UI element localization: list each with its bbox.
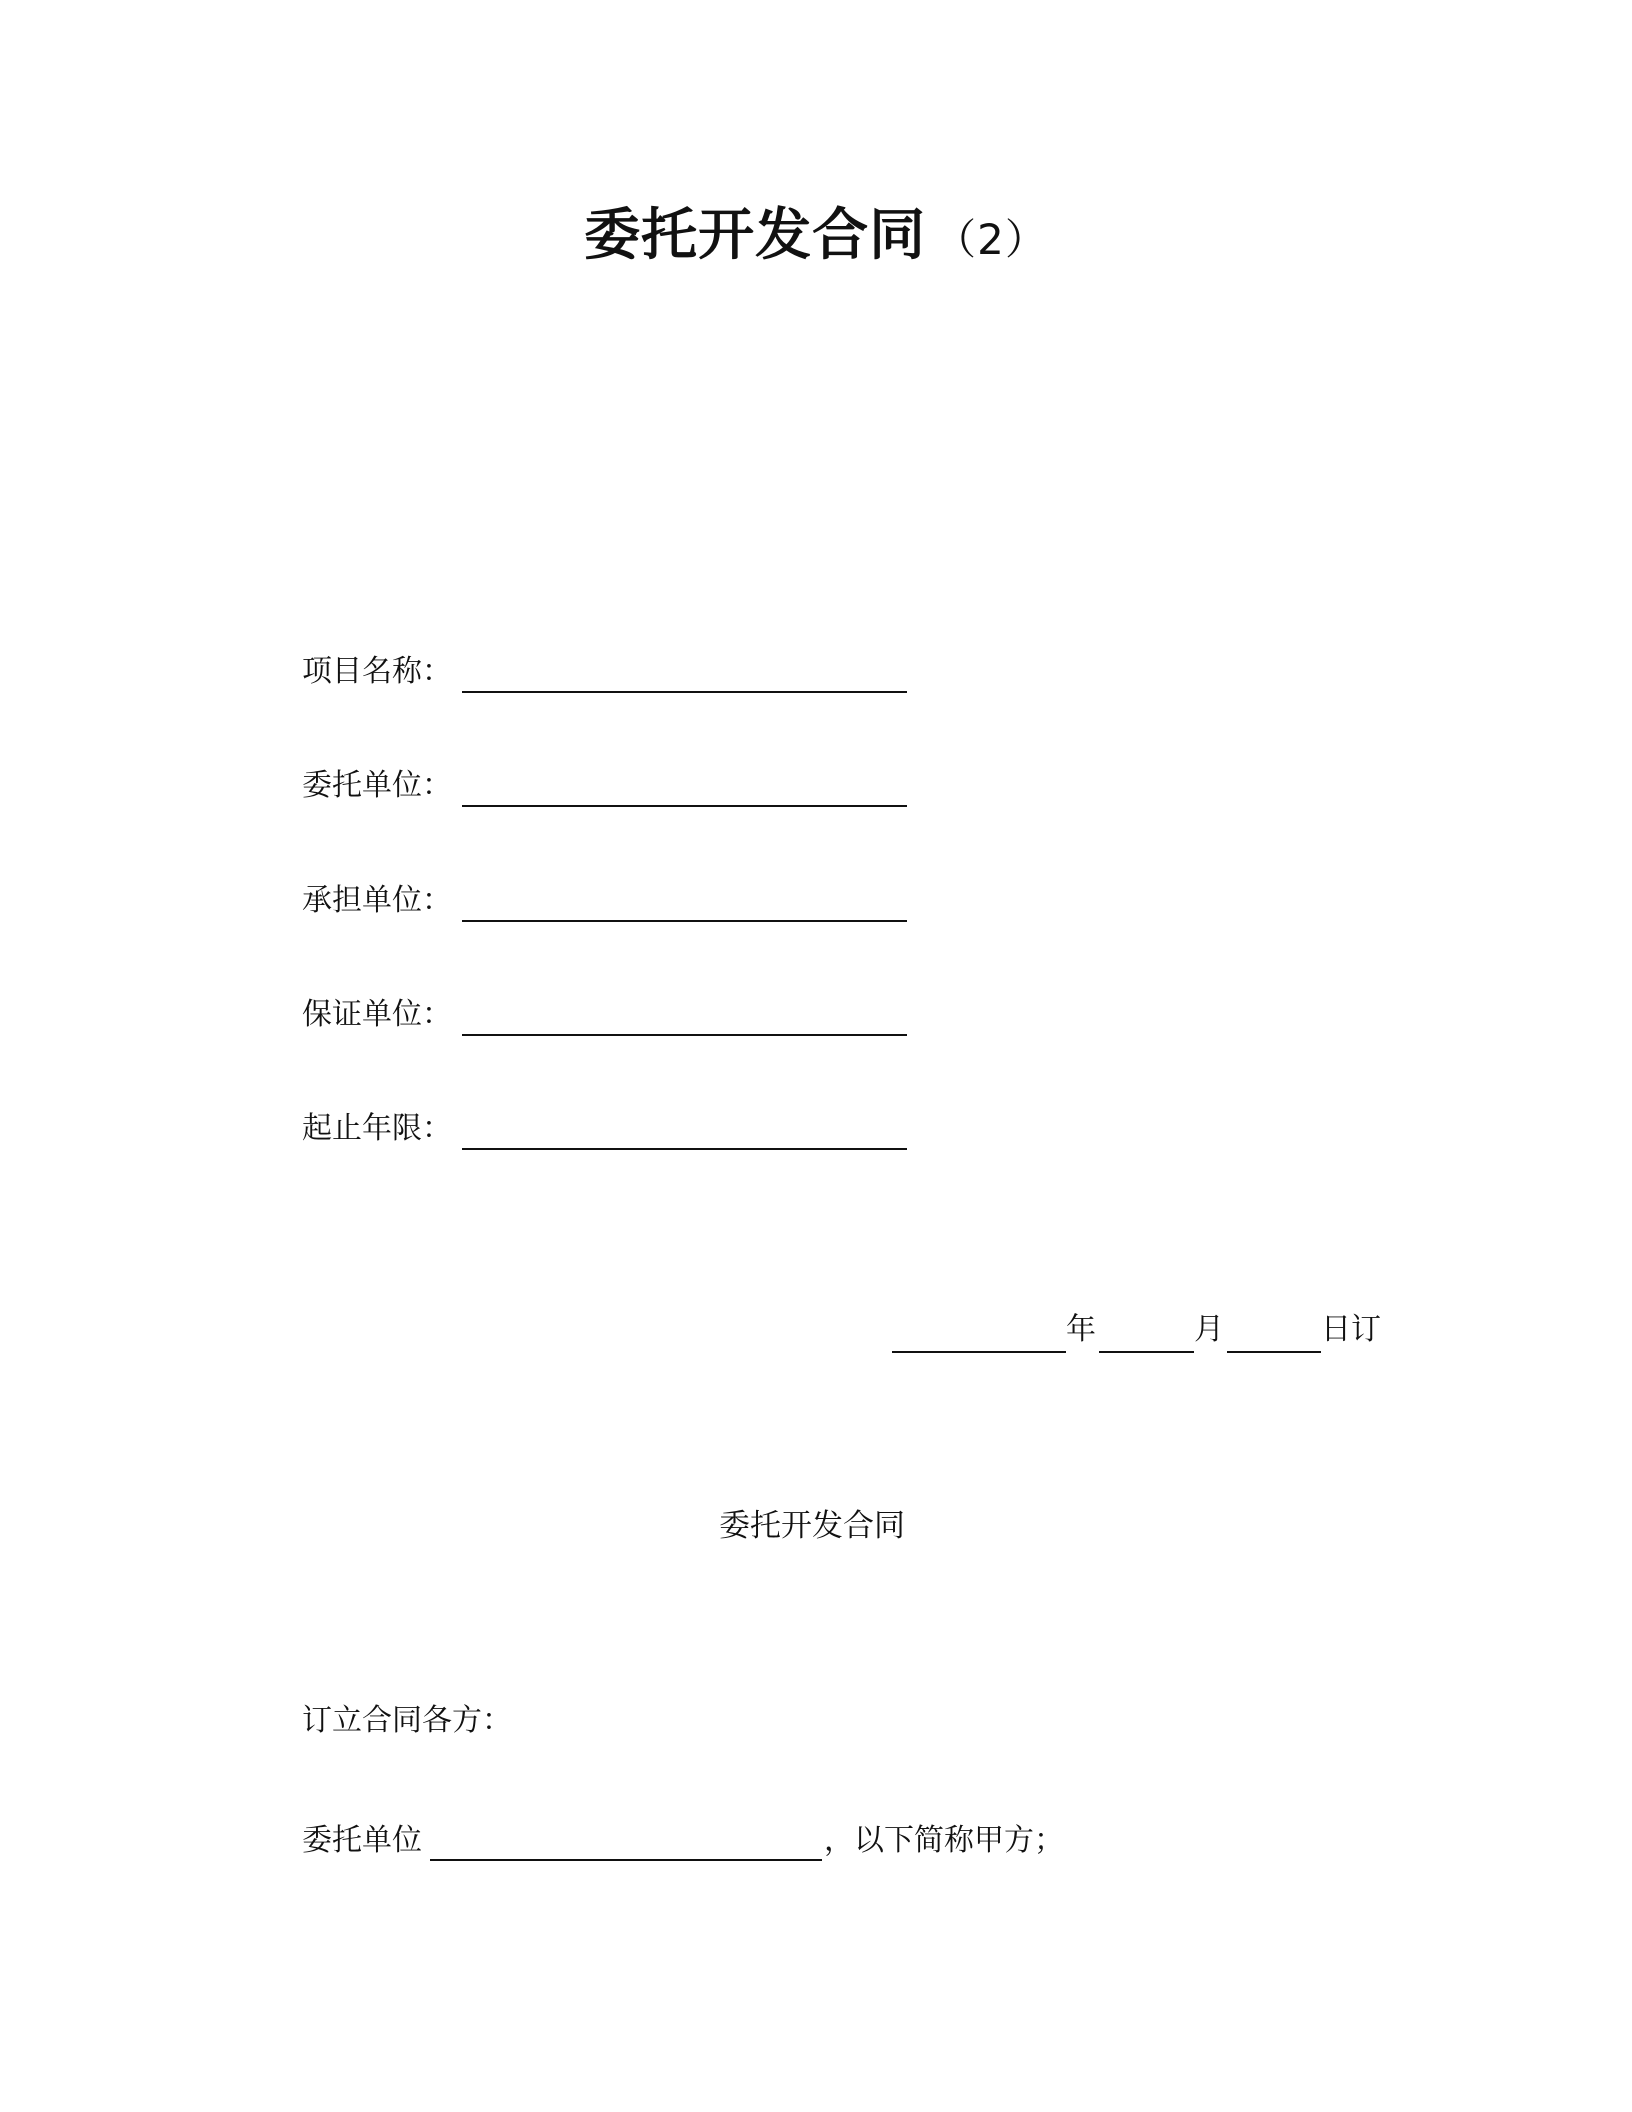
- month-blank-line: [1099, 1351, 1194, 1353]
- month-label: 月: [1194, 1312, 1224, 1347]
- project-name-blank-line: [462, 691, 907, 693]
- undertaking-unit-row: [302, 875, 922, 931]
- principal-unit-label: 委托单位：: [302, 768, 452, 803]
- principal-party-blank-line: [430, 1859, 822, 1861]
- guarantor-unit-label: 保证单位：: [302, 997, 452, 1032]
- year-blank-line: [892, 1351, 1066, 1353]
- principal-unit-blank-line: [462, 805, 907, 807]
- document-title: [0, 196, 1632, 280]
- undertaking-unit-blank-line: [462, 920, 907, 922]
- principal-party-suffix: ，以下简称甲方；: [824, 1823, 1064, 1858]
- principal-party-row: [302, 1820, 1142, 1868]
- term-period-blank-line: [462, 1148, 907, 1150]
- contracting-parties-heading: 订立合同各方：: [302, 1703, 512, 1738]
- guarantor-unit-blank-line: [462, 1034, 907, 1036]
- project-name-label: 项目名称：: [302, 654, 452, 689]
- year-label: 年: [1066, 1312, 1096, 1347]
- document-subtitle: 委托开发合同: [719, 1508, 905, 1544]
- day-signed-label: 日订: [1321, 1312, 1381, 1347]
- term-period-label: 起止年限：: [302, 1111, 452, 1146]
- principal-party-label: 委托单位: [302, 1823, 422, 1858]
- title-number: （2）: [934, 215, 1048, 264]
- term-period-row: [302, 1103, 922, 1159]
- undertaking-unit-label: 承担单位：: [302, 883, 452, 918]
- guarantor-unit-row: [302, 989, 922, 1045]
- title-text: 委托开发合同: [584, 203, 927, 268]
- project-name-row: [302, 646, 922, 702]
- signing-date-row: [892, 1307, 1392, 1357]
- principal-unit-row: [302, 760, 922, 816]
- day-blank-line: [1227, 1351, 1321, 1353]
